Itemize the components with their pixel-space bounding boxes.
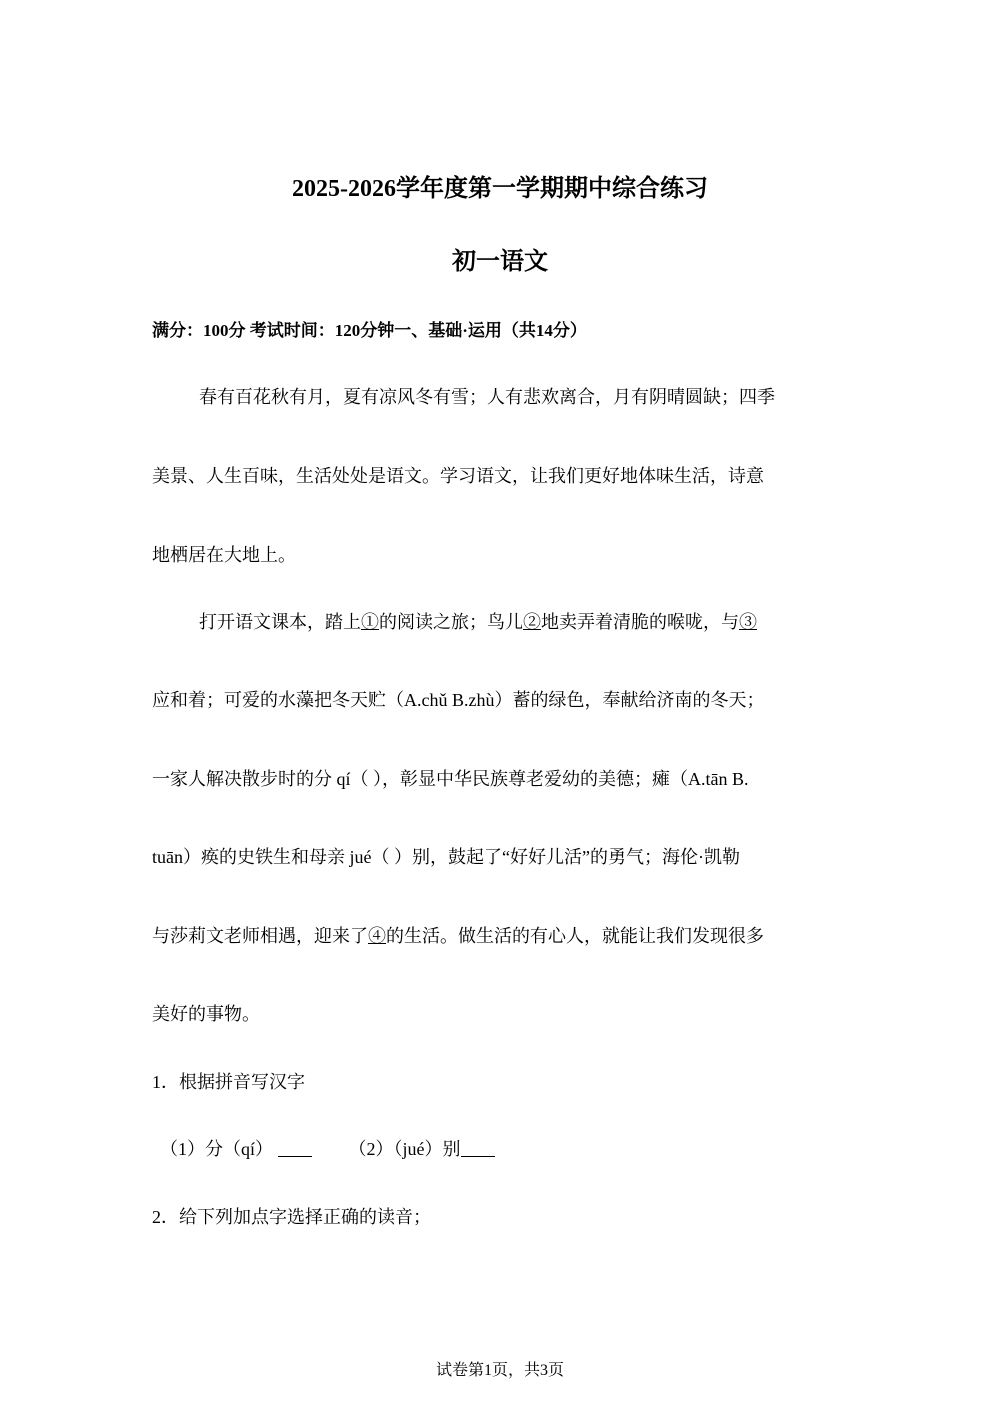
passage-line [152,922,764,948]
passage-line: 应和着；可爱的水藻把冬天贮（A.chǔ B.zhù）蓄的绿色，奉献给济南的冬天； [152,690,765,710]
blank-marker-2: ② [523,612,541,632]
page-footer: 试卷第1页，共3页 [435,1362,564,1379]
passage-line: 美景、人生百味，生活处处是语文。学习语文，让我们更好地体味生活，诗意 [152,466,764,486]
passage-line: tuān）痪的史铁生和母亲 jué（ ）别，鼓起了“好好儿活”的勇气；海伦·凯勒 [152,847,740,867]
question-2: 2．给下列加点字选择正确的读音； [152,1207,431,1227]
passage-line [199,608,757,634]
question-1-items [160,1135,495,1161]
blank-marker-3: ③ [739,612,757,632]
passage-text: 地卖弄着清脆的喉咙，与 [541,612,739,632]
question-1-item-b: （2）（jué）别 [348,1139,461,1159]
question-1: 1．根据拼音写汉字 [152,1072,305,1092]
passage-text: 的阅读之旅；鸟儿 [379,612,523,632]
exam-meta: 满分：100分 考试时间：120分钟一、基础·运用（共14分） [152,321,587,340]
answer-blank[interactable] [278,1138,312,1157]
passage-text: 与莎莉文老师相遇，迎来了 [152,926,368,946]
answer-blank[interactable] [461,1138,495,1157]
passage-line: 一家人解决散步时的分 qí（ ），彰显中华民族尊老爱幼的美德；瘫（A.tān B. [152,769,749,789]
passage-line: 地栖居在大地上。 [152,545,296,565]
exam-title: 2025-2026学年度第一学期期中综合练习 [292,176,708,202]
passage-text: 打开语文课本，踏上 [199,612,361,632]
passage-text: 的生活。做生活的有心人，就能让我们发现很多 [386,926,764,946]
blank-marker-1: ① [361,612,379,632]
passage-line: 美好的事物。 [152,1004,260,1024]
blank-marker-4: ④ [368,926,386,946]
passage-line: 春有百花秋有月，夏有凉风冬有雪；人有悲欢离合，月有阴晴圆缺；四季 [199,387,775,407]
exam-subject: 初一语文 [452,249,548,275]
question-1-item-a: （1）分（qí） [160,1139,274,1159]
